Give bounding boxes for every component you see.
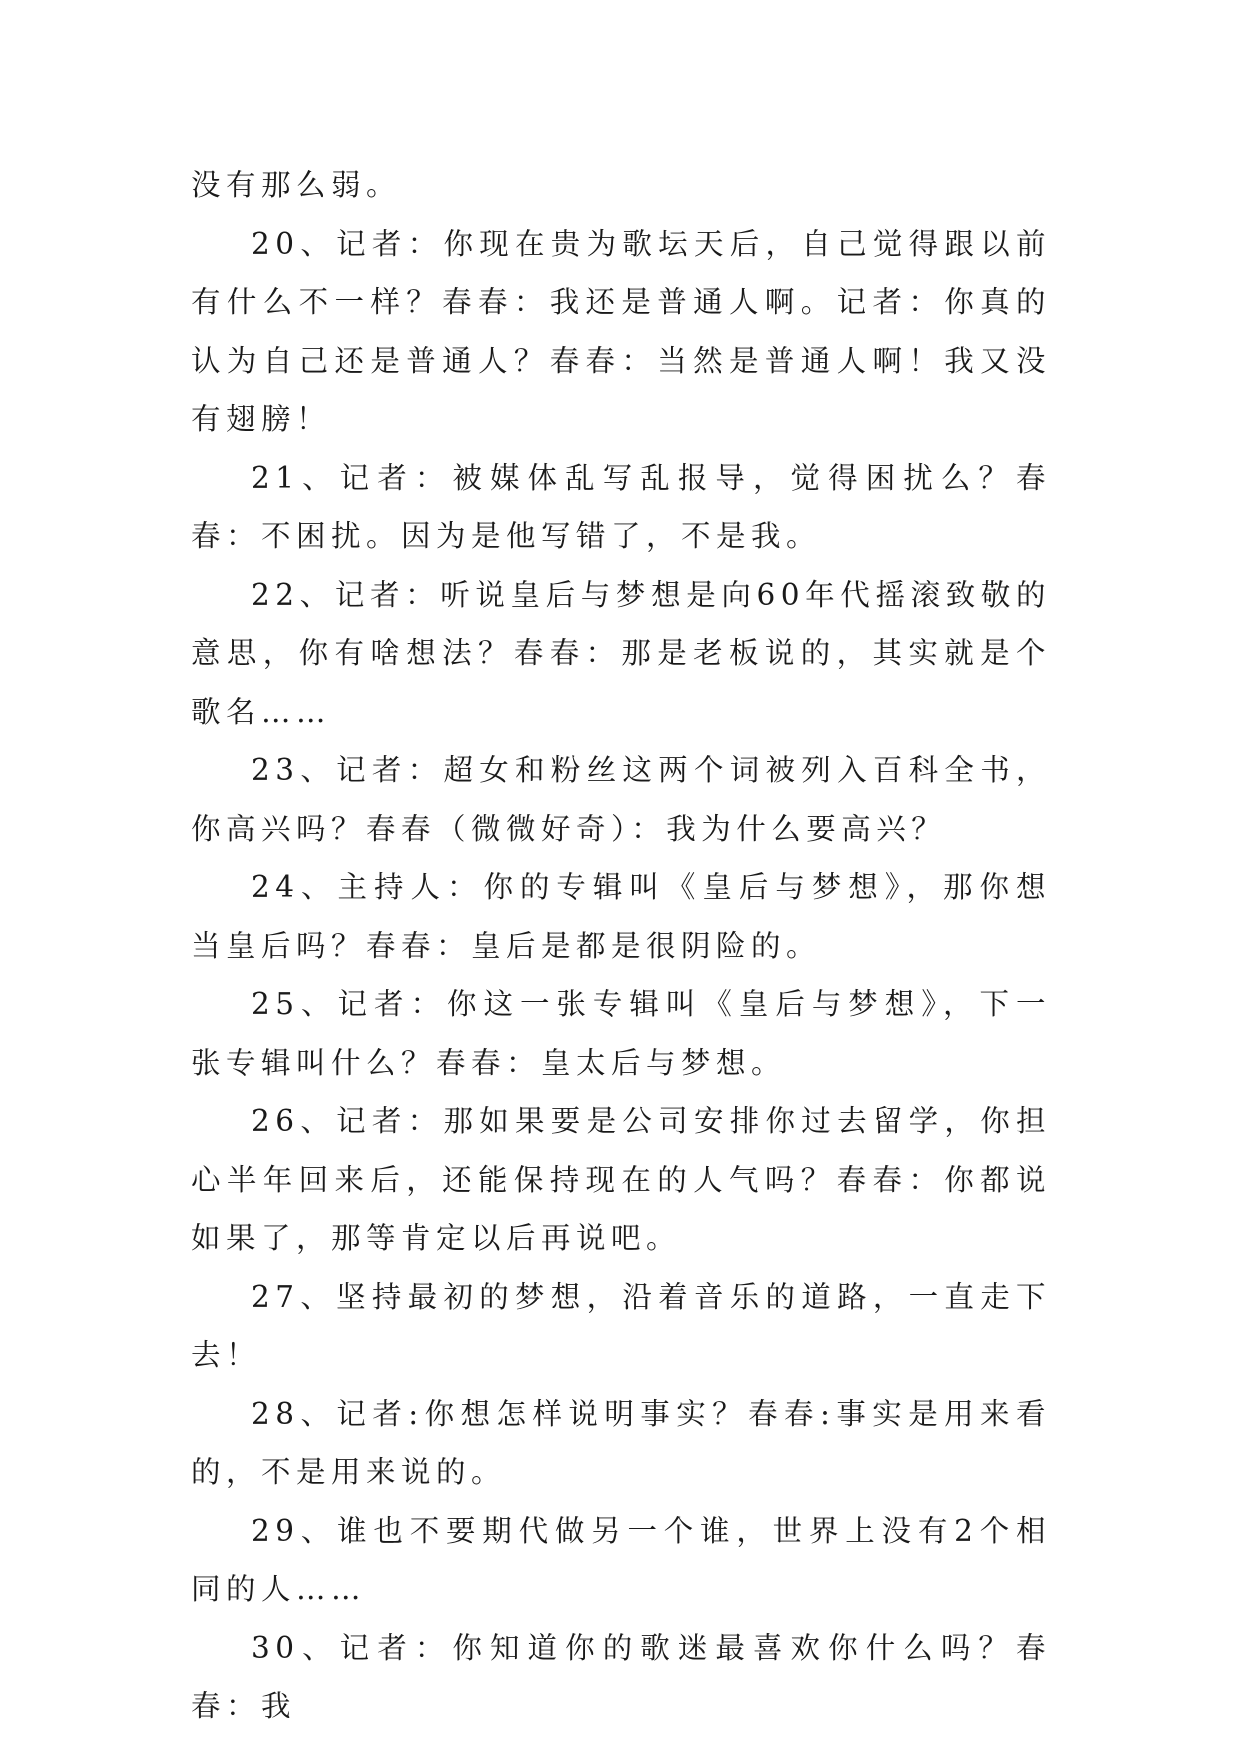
paragraph-item-30: 30、记者：你知道你的歌迷最喜欢你什么吗？春春：我 <box>191 1630 1051 1723</box>
paragraph-item-26: 26、记者：那如果要是公司安排你过去留学，你担心半年回来后，还能保持现在的人气吗？春春：你都说如果了，那等肯定以后再说吧。 <box>191 1104 1051 1255</box>
paragraph-item-23: 23、记者：超女和粉丝这两个词被列入百科全书，你高兴吗？春春（微微好奇）：我为什么要高兴？ <box>191 753 1051 846</box>
paragraph-item-29: 29、谁也不要期代做另一个谁，世界上没有2个相同的人…… <box>191 1513 1051 1606</box>
paragraph-continuation: 没有那么弱。 <box>191 168 402 202</box>
document-body <box>191 156 1051 1736</box>
paragraph-item-21: 21、记者：被媒体乱写乱报导，觉得困扰么？春春：不困扰。因为是他写错了，不是我。 <box>191 460 1051 553</box>
paragraph-item-20: 20、记者：你现在贵为歌坛天后，自己觉得跟以前有什么不一样？春春：我还是普通人啊。记者：你真的认为自己还是普通人？春春：当然是普通人啊！我又没有翅膀！ <box>191 226 1051 436</box>
paragraph-item-25: 25、记者：你这一张专辑叫《皇后与梦想》，下一张专辑叫什么？春春：皇太后与梦想。 <box>191 987 1051 1080</box>
paragraph-item-27: 27、坚持最初的梦想，沿着音乐的道路，一直走下去！ <box>191 1279 1051 1372</box>
paragraph-item-28: 28、记者:你想怎样说明事实？春春:事实是用来看的，不是用来说的。 <box>191 1396 1051 1489</box>
paragraph-item-24: 24、主持人：你的专辑叫《皇后与梦想》，那你想当皇后吗？春春：皇后是都是很阴险的。 <box>191 870 1051 963</box>
paragraph-item-22: 22、记者：听说皇后与梦想是向60年代摇滚致敬的意思，你有啥想法？春春：那是老板说的，其实就是个歌名…… <box>191 577 1051 729</box>
